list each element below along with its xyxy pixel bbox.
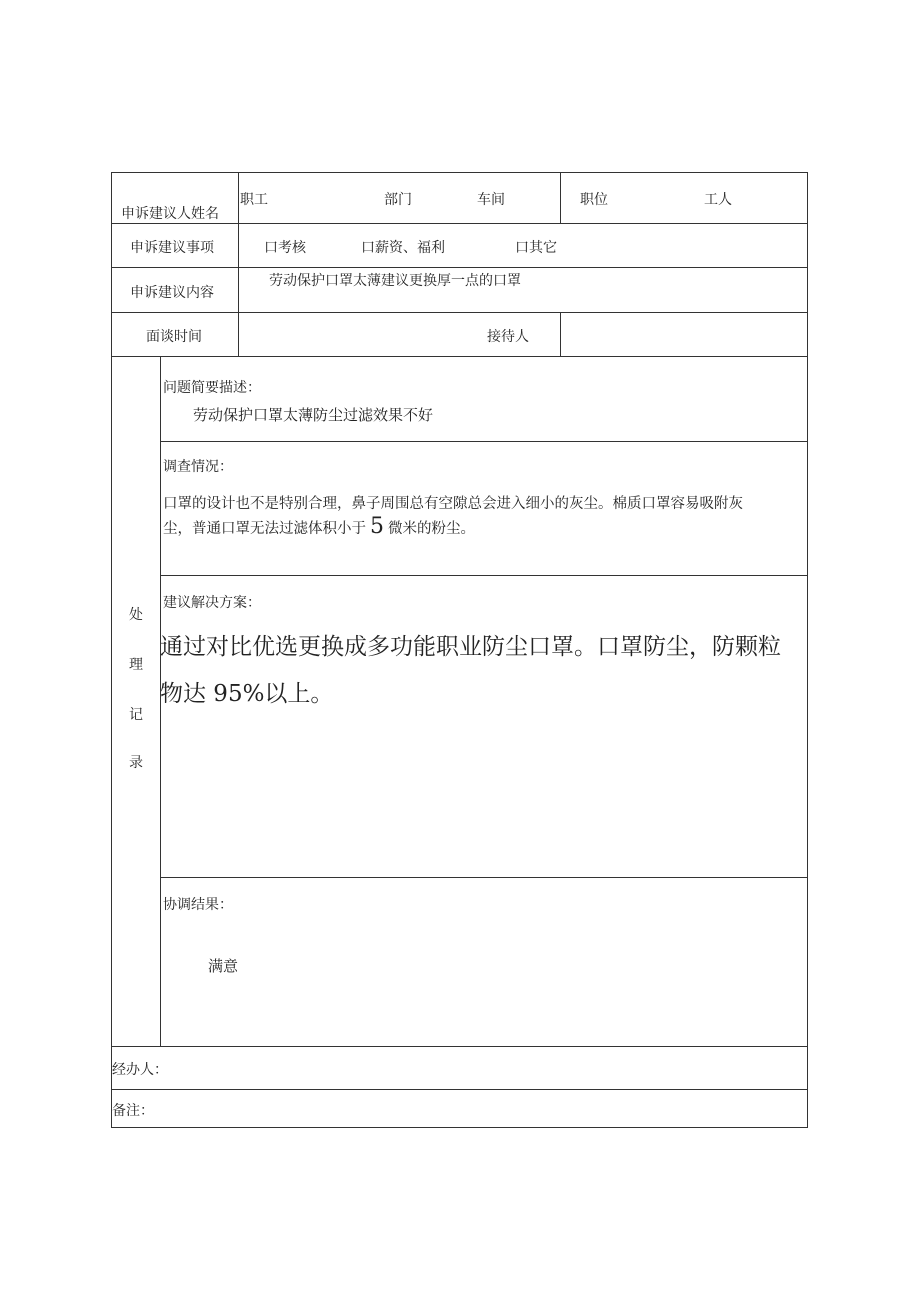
row-divider (111, 267, 808, 268)
position-value[interactable]: 工人 (704, 192, 732, 208)
section-divider (160, 877, 808, 878)
complaint-content-value[interactable]: 劳动保护口罩太薄建议更换厚一点的口罩 (269, 273, 521, 289)
problem-label: 问题简要描述： (163, 380, 261, 396)
complaint-type-label: 申诉建议事项 (130, 240, 214, 256)
department-label: 部门 (384, 192, 412, 208)
record-side-char: 记 (129, 707, 143, 723)
investigation-text-part: 微米的粉尘。 (388, 521, 475, 537)
interview-time-label: 面谈时间 (146, 329, 202, 345)
department-value[interactable]: 车间 (477, 192, 505, 208)
problem-text[interactable]: 劳动保护口罩太薄防尘过滤效果不好 (193, 406, 434, 424)
section-divider (160, 575, 808, 576)
row-divider (111, 223, 808, 224)
investigation-text-part: 尘，普通口罩无法过滤体积小于 (163, 521, 366, 537)
row-divider (111, 312, 808, 313)
investigation-label: 调查情况： (163, 459, 233, 475)
col-divider (560, 172, 561, 223)
handler-label: 经办人： (112, 1062, 168, 1078)
col-divider (238, 172, 239, 356)
row-divider (111, 356, 808, 357)
applicant-name-value[interactable]: 职工 (240, 192, 268, 208)
option-other-checkbox[interactable]: 口其它 (515, 240, 557, 256)
record-side-char: 理 (129, 657, 143, 673)
investigation-text-line2[interactable] (163, 514, 475, 539)
remark-label: 备注： (112, 1103, 154, 1119)
row-divider (111, 1046, 808, 1047)
solution-text-line2[interactable]: 物达 95%以上。 (160, 681, 334, 707)
investigation-text-line1[interactable]: 口罩的设计也不是特别合理，鼻子周围总有空隙总会进入细小的灰尘。棉质口罩容易吸附灰 (163, 496, 743, 512)
position-label: 职位 (580, 192, 608, 208)
option-salary-checkbox[interactable]: 口薪资、福利 (361, 240, 445, 256)
result-label: 协调结果： (163, 897, 233, 913)
complaint-content-label: 申诉建议内容 (130, 285, 214, 301)
solution-label: 建议解决方案： (163, 595, 261, 611)
record-side-char: 处 (129, 607, 143, 623)
solution-text-line1[interactable]: 通过对比优选更换成多功能职业防尘口罩。口罩防尘，防颗粒 (160, 634, 781, 660)
option-assessment-checkbox[interactable]: 口考核 (264, 240, 306, 256)
section-divider (160, 441, 808, 442)
result-text[interactable]: 满意 (208, 957, 239, 975)
row-divider (111, 1089, 808, 1090)
applicant-name-label: 申诉建议人姓名 (121, 206, 219, 222)
record-side-char: 录 (129, 755, 143, 771)
investigation-number: 5 (370, 514, 384, 539)
col-divider (560, 312, 561, 356)
receiver-label: 接待人 (487, 329, 529, 345)
